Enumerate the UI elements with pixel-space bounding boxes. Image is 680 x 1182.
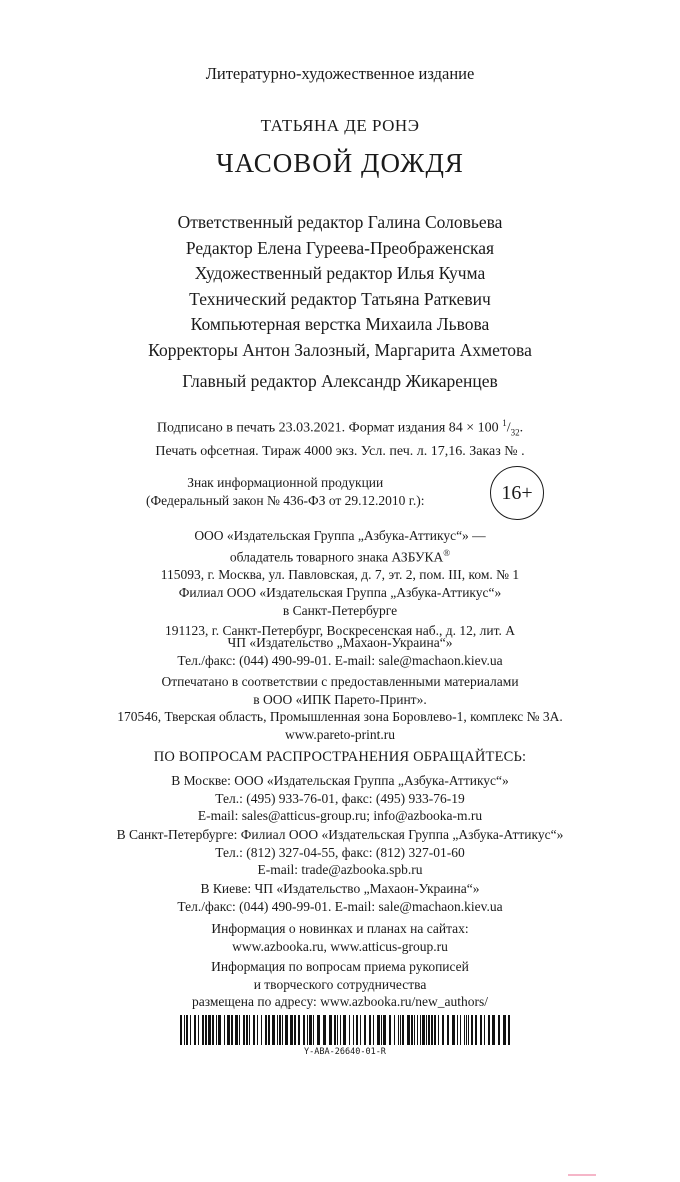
moscow-line: Тел.: (495) 933-76-01, факс: (495) 933-76-19 (215, 790, 465, 806)
barcode-bar (471, 1015, 473, 1045)
barcode-bar (438, 1015, 439, 1045)
barcode-bar (268, 1015, 270, 1045)
genre-line: Литературно-художественное издание (205, 64, 475, 83)
barcode-bar (298, 1015, 300, 1045)
barcode-bar (337, 1015, 338, 1045)
info-product-label (146, 474, 424, 510)
barcode-bar (353, 1015, 354, 1045)
barcode-bar (294, 1015, 296, 1045)
barcode-bar (290, 1015, 293, 1045)
kiev-line: В Киеве: ЧП «Издательство „Махаон-Украина“» (200, 881, 480, 896)
credits-list (0, 210, 680, 363)
imprint-block (0, 414, 680, 461)
barcode-bar (249, 1015, 250, 1045)
barcode-bar (398, 1015, 399, 1045)
barcode-bar (402, 1015, 404, 1045)
kiev-block (0, 880, 680, 915)
barcode-bar (180, 1015, 182, 1045)
barcode-bar (492, 1015, 495, 1045)
barcode-bar (364, 1015, 366, 1045)
barcode-bar (277, 1015, 278, 1045)
barcode-bar (381, 1015, 382, 1045)
credit-line: Компьютерная верстка Михаила Львова (190, 314, 490, 334)
publisher-line: ООО «Издательская Группа „Азбука-Аттикус“» — (194, 528, 486, 543)
barcode-bar (303, 1015, 305, 1045)
barcode-bar (224, 1015, 225, 1045)
barcode-bar (208, 1015, 211, 1045)
barcode-bar (475, 1015, 477, 1045)
barcode-bar (389, 1015, 391, 1045)
printed-line: Отпечатано в соответствии с предоставленными материалами (161, 674, 519, 689)
spb-block (0, 826, 680, 879)
barcode-bar (428, 1015, 430, 1045)
branch-line: в Санкт-Петербурге (282, 602, 398, 618)
manuscripts-line: Информация по вопросам приема рукописей (211, 959, 469, 974)
imprint-line-2: Печать офсетная. Тираж 4000 экз. Усл. печ. л. 17,16. Заказ № . (155, 444, 525, 460)
barcode-bar (218, 1015, 221, 1045)
branch-line: Филиал ООО «Издательская Группа „Азбука-Аттикус“» (178, 585, 502, 600)
chief-editor: Главный редактор Александр Жикаренцев (182, 371, 498, 391)
barcode-bar (190, 1015, 191, 1045)
moscow-line: E-mail: sales@atticus-group.ru; info@azbooka-m.ru (197, 808, 483, 823)
barcode-bar (373, 1015, 374, 1045)
barcode-bar (426, 1015, 427, 1045)
info-label-line: (Федеральный закон № 436-ФЗ от 29.12.2010 г.): (146, 493, 425, 508)
barcode-bar (246, 1015, 248, 1045)
age-rating-badge: 16+ (490, 466, 544, 520)
barcode (180, 1015, 510, 1045)
barcode-bar (434, 1015, 436, 1045)
barcode-bar (464, 1015, 465, 1045)
credit-line: Ответственный редактор Галина Соловьева (177, 212, 503, 232)
news-block (0, 920, 680, 955)
barcode-bar (498, 1015, 500, 1045)
barcode-bar (377, 1015, 380, 1045)
barcode-bar (216, 1015, 217, 1045)
spb-line: Тел.: (812) 327-04-55, факс: (812) 327-01-60 (215, 844, 465, 860)
distribution-heading: ПО ВОПРОСАМ РАСПРОСТРАНЕНИЯ ОБРАЩАЙТЕСЬ: (153, 749, 527, 765)
printed-block (0, 673, 680, 743)
barcode-bar (407, 1015, 410, 1045)
barcode-bar (231, 1015, 233, 1045)
credit-line: Корректоры Антон Залозный, Маргарита Ахметова (148, 339, 532, 360)
barcode-bar (466, 1015, 467, 1045)
format-fraction-denominator: 32 (510, 427, 520, 438)
barcode-bar (205, 1015, 207, 1045)
barcode-bar (452, 1015, 455, 1045)
kiev-line: Тел./факс: (044) 490-99-01. E-mail: sale@machaon.kiev.ua (177, 898, 503, 914)
barcode-bar (447, 1015, 449, 1045)
barcode-bar (265, 1015, 267, 1045)
barcode-bar (503, 1015, 506, 1045)
barcode-bar (285, 1015, 288, 1045)
barcode-bar (309, 1015, 312, 1045)
ukraine-line: ЧП «Издательство „Махаон-Украина“» (227, 635, 453, 650)
barcode-bar (349, 1015, 350, 1045)
barcode-bar (400, 1015, 401, 1045)
barcode-bar (484, 1015, 485, 1045)
publisher-line (0, 545, 680, 566)
imprint-text: Подписано в печать 23.03.2021. Формат издания 84 × 100 (156, 420, 503, 436)
imprint-text: . (519, 420, 524, 436)
ukraine-line: Тел./факс: (044) 490-99-01. E-mail: sale@machaon.kiev.ua (177, 652, 503, 668)
barcode-bar (282, 1015, 283, 1045)
barcode-bar (480, 1015, 482, 1045)
barcode-bar (313, 1015, 314, 1045)
barcode-bar (442, 1015, 444, 1045)
manuscripts-line: и творческого сотрудничества (253, 976, 427, 992)
barcode-bar (257, 1015, 258, 1045)
barcode-bar (227, 1015, 230, 1045)
barcode-bar (343, 1015, 346, 1045)
barcode-bar (488, 1015, 490, 1045)
barcode-bar (460, 1015, 461, 1045)
barcode-bar (279, 1015, 281, 1045)
barcode-bar (356, 1015, 358, 1045)
barcode-bar (202, 1015, 204, 1045)
barcode-bar (235, 1015, 238, 1045)
branch-block (0, 584, 680, 640)
printed-line: www.pareto-print.ru (284, 726, 396, 742)
barcode-bar (329, 1015, 332, 1045)
manuscripts-block (0, 958, 680, 1011)
barcode-bar (360, 1015, 361, 1045)
barcode-bar (422, 1015, 425, 1045)
credit-line: Редактор Елена Гуреева-Преображенская (185, 237, 495, 258)
publisher-text: обладатель товарного знака АЗБУКА (229, 549, 444, 564)
barcode-bar (194, 1015, 196, 1045)
moscow-block (0, 772, 680, 825)
imprint-line-1: Подписано в печать 23.03.2021. Формат издания 84 × 100 $^1/_{32}$. (156, 418, 524, 438)
registered-mark: ® (443, 547, 451, 558)
format-fraction-numerator: 1 (502, 418, 507, 428)
news-line: www.azbooka.ru, www.atticus-group.ru (232, 938, 448, 954)
publisher-line: 115093, г. Москва, ул. Павловская, д. 7, эт. 2, пом. III, ком. № 1 (160, 566, 520, 582)
barcode-bar (198, 1015, 199, 1045)
barcode-bar (184, 1015, 185, 1045)
ukraine-block (0, 634, 680, 669)
barcode-bar (307, 1015, 308, 1045)
info-label-line: Знак информационной продукции (187, 475, 384, 490)
corner-mark (568, 1174, 596, 1176)
barcode-bar (394, 1015, 395, 1045)
manuscripts-line: размещена по адресу: www.azbooka.ru/new_authors/ (191, 994, 489, 1009)
news-line: Информация о новинках и планах на сайтах: (211, 921, 469, 936)
spb-line: В Санкт-Петербурге: Филиал ООО «Издательская Группа „Азбука-Аттикус“» (116, 827, 564, 842)
barcode-bar (239, 1015, 240, 1045)
barcode-bar (243, 1015, 245, 1045)
barcode-bar (340, 1015, 341, 1045)
barcode-bar (431, 1015, 433, 1045)
barcode-bar (317, 1015, 320, 1045)
publisher-block (0, 527, 680, 583)
author-name: ТАТЬЯНА ДЕ РОНЭ (260, 116, 420, 135)
barcode-bar (414, 1015, 415, 1045)
credit-line: Технический редактор Татьяна Раткевич (189, 288, 491, 309)
credit-line: Художественный редактор Илья Кучма (194, 263, 486, 283)
branch-line: 191123, г. Санкт-Петербург, Воскресенская наб., д. 12, лит. А (165, 623, 515, 638)
barcode-bar (261, 1015, 262, 1045)
printed-line: 170546, Тверская область, Промышленная зона Боровлево-1, комплекс № 3А. (117, 709, 563, 724)
barcode-bar (272, 1015, 275, 1045)
barcode-bar (508, 1015, 510, 1045)
book-title: ЧАСОВОЙ ДОЖДЯ (216, 148, 464, 178)
moscow-line: В Москве: ООО «Издательская Группа „Азбука-Аттикус“» (171, 773, 509, 788)
barcode-bar (253, 1015, 255, 1045)
barcode-bar (457, 1015, 458, 1045)
barcode-bar (383, 1015, 386, 1045)
barcode-bar (369, 1015, 371, 1045)
barcode-bar (420, 1015, 421, 1045)
barcode-bar (417, 1015, 418, 1045)
barcode-bar (186, 1015, 188, 1045)
barcode-bar (468, 1015, 469, 1045)
barcode-bar (323, 1015, 326, 1045)
printed-line: в ООО «ИПК Парето-Принт». (253, 691, 427, 707)
barcode-bar (411, 1015, 413, 1045)
barcode-caption: Y-ABA-26640-01-R (304, 1047, 386, 1057)
spb-line: E-mail: trade@azbooka.spb.ru (257, 862, 423, 877)
barcode-bar (334, 1015, 336, 1045)
barcode-bar (212, 1015, 214, 1045)
